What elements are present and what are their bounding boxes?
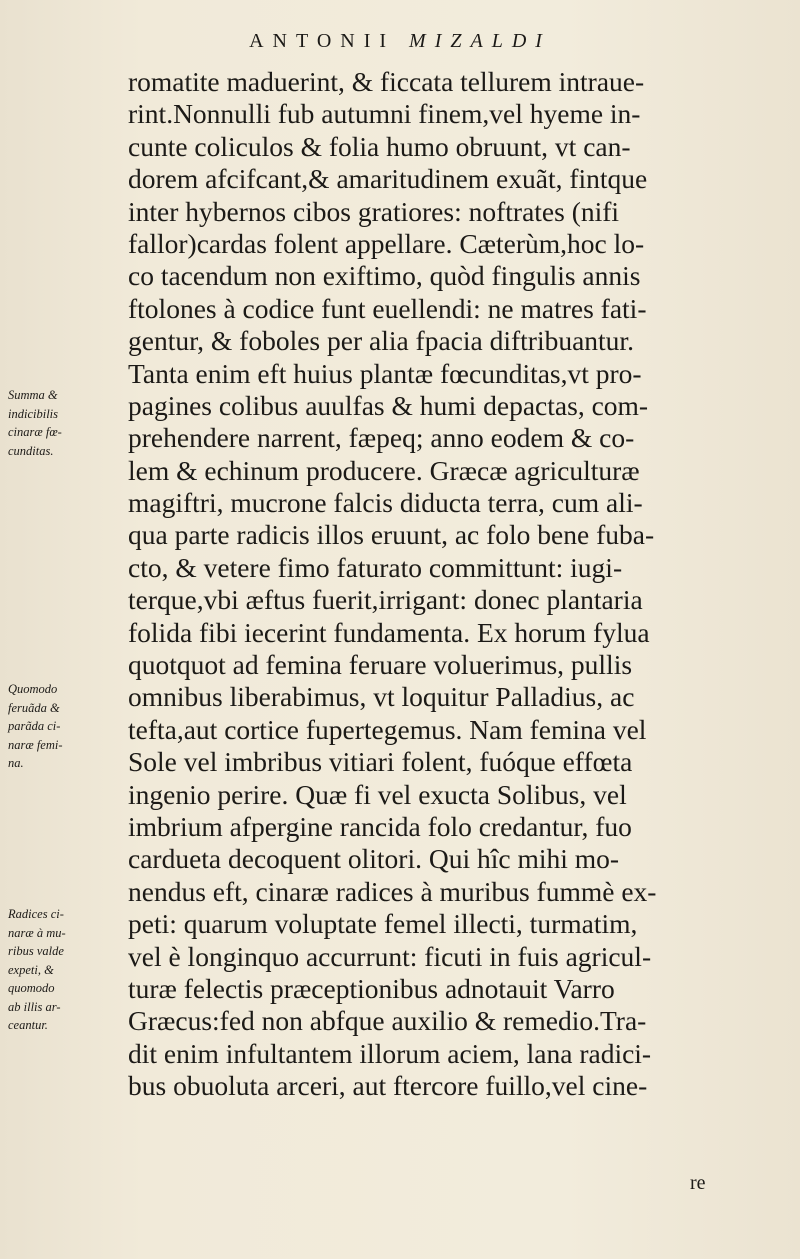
header-author-first: ANTONII <box>249 30 396 52</box>
text-line: gentur, & foboles per alia fpacia diftribuantur. <box>128 325 634 357</box>
text-line: tefta,aut cortice fupertegemus. Nam femina vel <box>128 713 647 745</box>
margin-note-fecundity: Summa & indicibilis cinaræ fœ- cunditas. <box>8 388 62 458</box>
text-line: fallor)cardas folent appellare. Cæterùm,hoc lo- <box>128 227 645 259</box>
text-line: bus obuoluta arceri, aut ftercore fuillo,vel cine- <box>128 1070 648 1102</box>
text-line: quotquot ad femina feruare voluerimus, pullis <box>128 649 633 681</box>
main-text-block <box>128 66 778 1103</box>
catchword: re <box>690 1172 706 1194</box>
text-line: vel è longinquo accurrunt: ficuti in fuis agricul- <box>128 940 652 972</box>
text-line: terque,vbi æftus fuerit,irrigant: donec plantaria <box>128 584 643 616</box>
text-line: peti: quarum voluptate femel illecti, turmatim, <box>128 908 638 940</box>
text-line: folida fibi iecerint fundamenta. Ex horum fylua <box>128 616 650 648</box>
text-line: prehendere narrent, fæpeq; anno eodem & co- <box>128 422 635 454</box>
text-line: dorem afcifcant,& amaritudinem exuãt, fintque <box>128 163 648 195</box>
text-line: turæ felectis præceptionibus adnotauit Varro <box>128 972 615 1004</box>
text-line: imbrium afpergine rancida folo credantur, fuo <box>128 810 632 842</box>
text-line: lem & echinum producere. Græcæ agriculturæ <box>128 454 640 486</box>
text-line: nendus eft, cinaræ radices à muribus fummè ex- <box>128 875 657 907</box>
text-line: Sole vel imbribus vitiari folent, fuóque effœta <box>128 746 633 778</box>
text-line: cardueta decoquent olitori. Qui hîc mihi mo- <box>128 843 620 875</box>
text-line: rint.Nonnulli fub autumni finem,vel hyeme in- <box>128 98 641 130</box>
text-line: cunte coliculos & folia humo obruunt, vt can- <box>128 130 631 162</box>
header-author-second: MIZALDI <box>409 30 551 52</box>
text-line: co tacendum non exiftimo, quòd fingulis annis <box>128 260 641 292</box>
text-line: romatite maduerint, & ficcata tellurem intraue- <box>128 66 645 97</box>
text-line: inter hybernos cibos gratiores: noftrates (nifi <box>128 195 620 227</box>
margin-note-seeds: Quomodo feruãda & parãda ci- naræ femi- na. <box>8 682 63 770</box>
text-line: pagines colibus auulfas & humi depactas, com- <box>128 389 649 421</box>
text-line: ingenio perire. Quæ fi vel exucta Solibus, vel <box>128 778 627 810</box>
margin-note-roots-mice: Radices ci- naræ à mu- ribus valde expeti, & quomodo ab illis ar- ceantur. <box>8 907 66 1032</box>
text-line: magiftri, mucrone falcis diducta terra, cum ali- <box>128 487 643 519</box>
text-line: qua parte radicis illos eruunt, ac folo bene fuba- <box>128 519 655 551</box>
text-line: Tanta enim eft huius plantæ fœcunditas,vt pro- <box>128 357 642 389</box>
text-line: ftolones à codice funt euellendi: ne matres fati- <box>128 292 647 324</box>
text-line: omnibus liberabimus, vt loquitur Palladius, ac <box>128 681 635 713</box>
text-line: dit enim infultantem illorum aciem, lana radici- <box>128 1037 652 1069</box>
text-line: Græcus:fed non abfque auxilio & remedio.Tra- <box>128 1005 647 1037</box>
running-header <box>0 30 800 53</box>
text-line: cto, & vetere fimo faturato committunt: iugi- <box>128 551 623 583</box>
